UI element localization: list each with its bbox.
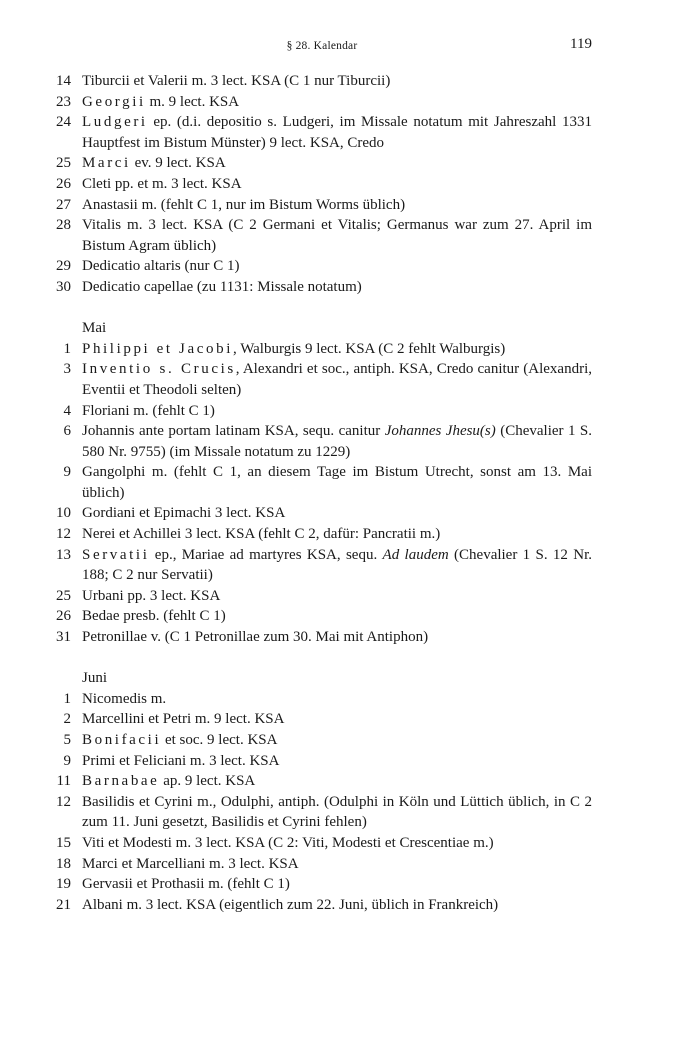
entry-text: Anastasii m. (fehlt C 1, nur im Bistum Worms üblich)	[82, 196, 406, 213]
calendar-entry	[52, 503, 592, 524]
calendar-entry	[52, 359, 592, 400]
calendar-entry	[52, 256, 592, 277]
entry-text: Marci ev. 9 lect. KSA	[82, 155, 226, 172]
day-number: 19	[56, 876, 71, 893]
entry-text: Floriani m. (fehlt C 1)	[82, 402, 215, 419]
mai-list	[52, 339, 592, 648]
entry-text: Marcellini et Petri m. 9 lect. KSA	[82, 711, 285, 728]
calendar-entry	[52, 586, 592, 607]
feast-name: Servatii	[82, 546, 150, 563]
entry-text: Vitalis m. 3 lect. KSA (C 2 Germani et Vitalis; Germanus war zum 27. April im Bistum Agram üblich)	[82, 217, 592, 254]
day-number: 9	[63, 464, 71, 481]
entry-text: Bedae presb. (fehlt C 1)	[82, 608, 226, 625]
feast-name: Marci	[82, 155, 131, 172]
day-number: 15	[56, 834, 71, 851]
feast-name: Barnabae	[82, 773, 160, 790]
feast-name: Philippi et Jacobi	[82, 340, 233, 357]
day-number: 5	[63, 732, 71, 748]
entry-text: Dedicatio capellae (zu 1131: Missale notatum)	[82, 278, 362, 295]
month-heading-juni: Juni	[82, 670, 108, 687]
day-number: 27	[56, 196, 71, 213]
calendar-entry	[52, 730, 592, 751]
entry-text: Urbani pp. 3 lect. KSA	[82, 587, 221, 604]
entry-text: Gordiani et Epimachi 3 lect. KSA	[82, 505, 286, 522]
calendar-entry	[52, 771, 592, 792]
sequence-title: Ad laudem	[382, 546, 449, 563]
calendar-entry	[52, 462, 592, 503]
entry-text: Servatii ep., Mariae ad martyres KSA, sequ. Ad laudem (Chevalier 1 S. 12 Nr. 188; C 2 nur Servatii)	[82, 546, 592, 584]
day-number: 6	[63, 423, 71, 440]
calendar-entry	[52, 401, 592, 422]
entry-text: Viti et Modesti m. 3 lect. KSA (C 2: Viti, Modesti et Crescentiae m.)	[82, 834, 494, 851]
day-number: 21	[56, 896, 71, 913]
calendar-entry	[52, 153, 592, 174]
calendar-entry	[52, 112, 592, 153]
day-number: 1	[63, 340, 71, 357]
juni-list	[52, 689, 592, 916]
sequence-title: Johannes Jhesu(s)	[384, 423, 496, 440]
calendar-entry	[52, 606, 592, 627]
day-number: 4	[63, 402, 71, 419]
day-number: 23	[56, 93, 71, 110]
month-heading-mai: Mai	[82, 320, 107, 337]
entry-text: Gangolphi m. (fehlt C 1, an diesem Tage im Bistum Utrecht, sonst am 13. Mai üblich)	[82, 464, 592, 501]
calendar-entry	[52, 895, 592, 916]
entry-text: Nicomedis m.	[82, 690, 167, 707]
entry-text: Bonifacii et soc. 9 lect. KSA	[82, 732, 278, 748]
calendar-entry	[52, 277, 592, 298]
calendar-entry	[52, 792, 592, 833]
day-number: 12	[56, 793, 71, 810]
entry-text: Marci et Marcelliani m. 3 lect. KSA	[82, 855, 299, 872]
entry-text: Dedicatio altaris (nur C 1)	[82, 258, 240, 275]
entry-text: Gervasii et Prothasii m. (fehlt C 1)	[82, 876, 290, 893]
day-number: 26	[56, 175, 71, 192]
day-number: 12	[56, 526, 71, 543]
day-number: 25	[56, 587, 71, 604]
day-number: 31	[56, 629, 71, 646]
entry-text: Nerei et Achillei 3 lect. KSA (fehlt C 2, dafür: Pancratii m.)	[82, 526, 441, 543]
entry-text: Barnabae ap. 9 lect. KSA	[82, 773, 256, 790]
day-number: 10	[56, 505, 71, 522]
calendar-entry	[52, 174, 592, 195]
april-list	[52, 71, 592, 298]
day-number: 3	[63, 361, 71, 378]
day-number: 11	[56, 773, 71, 790]
calendar-entry	[52, 339, 592, 360]
calendar-entry	[52, 709, 592, 730]
entry-text: Johannis ante portam latinam KSA, sequ. canitur Johannes Jhesu(s) (Chevalier 1 S. 580 Nr. 9755) (im Missale notatum zu 1229)	[82, 423, 592, 460]
page-number: 119	[570, 36, 592, 52]
entry-text: Ludgeri ep. (d.i. depositio s. Ludgeri, im Missale notatum mit Jahreszahl 1331 Hauptfest im Bistum Münster) 9 lect. KSA, Credo	[82, 114, 592, 151]
entry-text: Cleti pp. et m. 3 lect. KSA	[82, 175, 242, 192]
calendar-entry	[52, 71, 592, 92]
entry-text: Albani m. 3 lect. KSA (eigentlich zum 22. Juni, üblich in Frankreich)	[82, 896, 499, 913]
day-number: 14	[56, 73, 71, 89]
calendar-entry	[52, 545, 592, 586]
day-number: 29	[56, 258, 71, 275]
calendar-entry	[52, 195, 592, 216]
day-number: 30	[56, 278, 71, 295]
feast-name: Inventio s. Crucis	[82, 361, 236, 378]
calendar-entry	[52, 215, 592, 256]
entry-text: Primi et Feliciani m. 3 lect. KSA	[82, 752, 280, 769]
feast-name: Georgii	[82, 93, 146, 110]
day-number: 1	[63, 690, 71, 707]
calendar-entry	[52, 421, 592, 462]
section-title: § 28. Kalendar	[286, 40, 358, 52]
day-number: 25	[56, 155, 71, 172]
calendar-entry	[52, 874, 592, 895]
calendar-entry	[52, 524, 592, 545]
entry-text: Philippi et Jacobi, Walburgis 9 lect. KSA (C 2 fehlt Walburgis)	[82, 340, 506, 357]
day-number: 24	[56, 114, 71, 131]
day-number: 2	[63, 711, 71, 728]
entry-text: Inventio s. Crucis, Alexandri et soc., antiph. KSA, Credo canitur (Alexandri, Eventii et Theodoli selten)	[82, 361, 592, 398]
feast-name: Ludgeri	[82, 114, 148, 131]
day-number: 28	[56, 217, 71, 234]
calendar-entry	[52, 854, 592, 875]
calendar-body	[52, 71, 592, 915]
entry-text: Tiburcii et Valerii m. 3 lect. KSA (C 1 nur Tiburcii)	[82, 73, 391, 89]
day-number: 26	[56, 608, 71, 625]
running-header	[52, 36, 592, 58]
calendar-entry	[52, 751, 592, 772]
day-number: 9	[63, 752, 71, 769]
entry-text: Petronillae v. (C 1 Petronillae zum 30. Mai mit Antiphon)	[82, 629, 429, 646]
calendar-entry	[52, 833, 592, 854]
feast-name: Bonifacii	[82, 732, 162, 748]
calendar-entry	[52, 92, 592, 113]
entry-text: Georgii m. 9 lect. KSA	[82, 93, 240, 110]
calendar-entry	[52, 689, 592, 710]
day-number: 13	[56, 546, 71, 563]
calendar-entry	[52, 627, 592, 648]
entry-text: Basilidis et Cyrini m., Odulphi, antiph. (Odulphi in Köln und Lüttich üblich, in C 2 zum 11. Juni gesetzt, Basilidis et Cyrini fehlen)	[82, 793, 592, 831]
day-number: 18	[56, 855, 71, 872]
